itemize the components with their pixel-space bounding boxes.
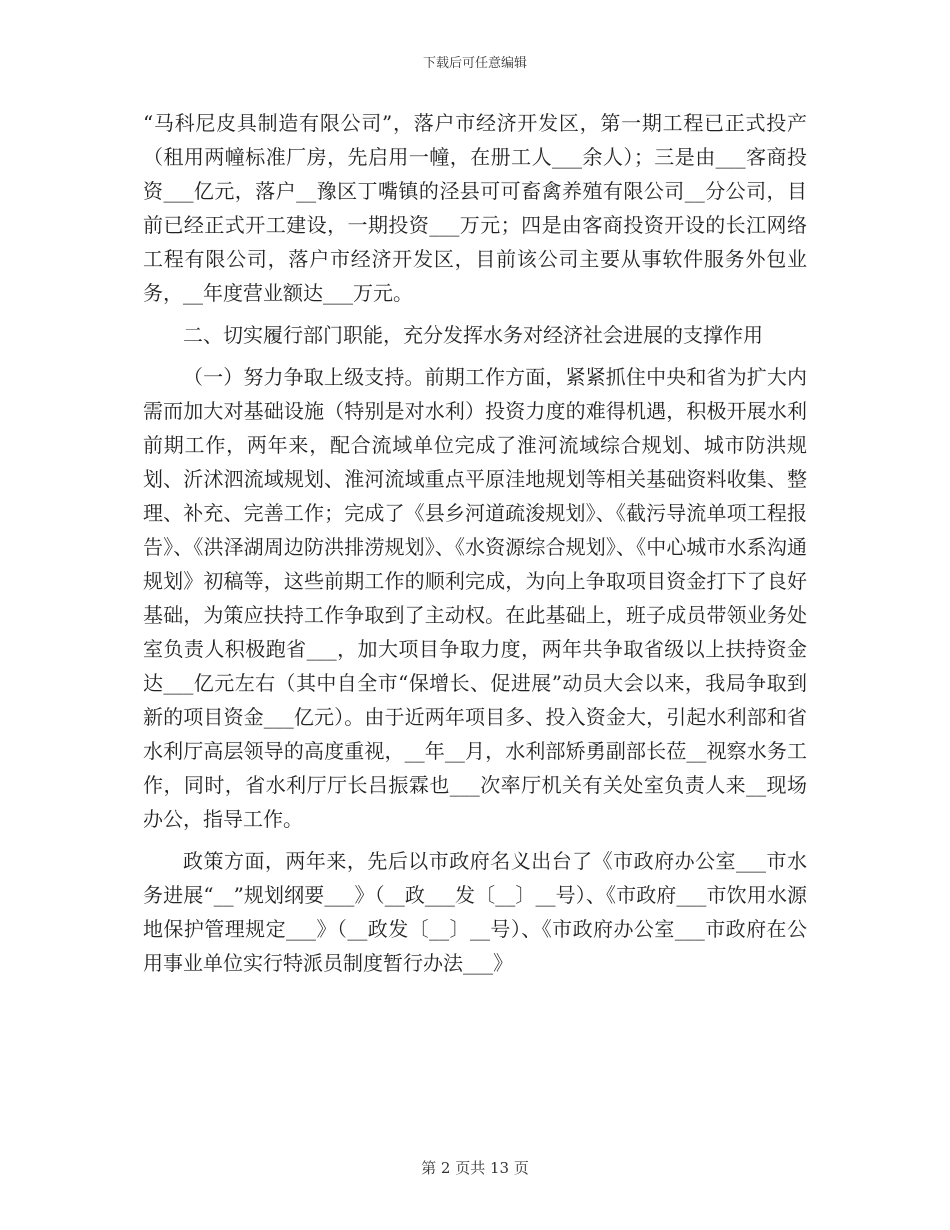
document-body <box>143 106 807 980</box>
paragraph-continuation: “马科尼皮具制造有限公司”，落户市经济开发区，第一期工程已正式投产（租用两幢标准厂房，先启用一幢，在册工人___余人）；三是由___客商投资___亿元，落户__豫区丁嘴镇的泾县可可畜禽养殖有限公司__分公司，目前已经正式开工建设，一期投资___万元；四是由客商投资开设的长江网络工程有限公司，落户市经济开发区，目前该公司主要从事软件服务外包业务，__年度营业额达___万元。 <box>143 111 807 305</box>
page-header: 下载后可任意编辑 <box>422 56 527 71</box>
section-heading: 二、切实履行部门职能，充分发挥水务对经济社会进展的支撑作用 <box>183 323 763 347</box>
page-footer: 第 2 页共 13 页 <box>421 1159 529 1177</box>
paragraph-superior-support: （一）努力争取上级支持。前期工作方面，紧紧抓住中央和省为扩大内需而加大对基础设施（特别是对水利）投资力度的难得机遇，积极开展水利前期工作，两年来，配合流域单位完成了淮河流域综合规划、城市防洪规划、沂沭泗流域规划、淮河流域重点平原洼地规划等相关基础资料收集、整理、补充、完善工作；完成了《县乡河道疏浚规划》、《截污导流单项工程报告》、《洪泽湖周边防洪排涝规划》、《水资源综合规划》、《中心城市水系沟通规划》初稿等，这些前期工作的顺利完成，为向上争取项目资金打下了良好基础，为策应扶持工作争取到了主动权。在此基础上，班子成员带领业务处室负责人积极跑省___，加大项目争取力度，两年共争取省级以上扶持资金达___亿元左右（其中自全市“保增长、促进展”动员大会以来，我局争取到新的项目资金___亿元）。由于近两年项目多、投入资金大，引起水利部和省水利厅高层领导的高度重视，__年__月，水利部矫勇副部长莅__视察水务工作，同时，省水利厅厅长吕振霖也___次率厅机关有关处室负责人来__现场办公，指导工作。 <box>143 365 807 831</box>
paragraph-policy: 政策方面，两年来，先后以市政府名义出台了《市政府办公室___市水务进展“__”规划纲要___》（__政___发〔__〕__号）、《市政府___市饮用水源地保护管理规定___》（__政发〔__〕__号）、《市政府办公室___市政府在公用事业单位实行特派员制度暂行办法___》 <box>143 849 807 975</box>
